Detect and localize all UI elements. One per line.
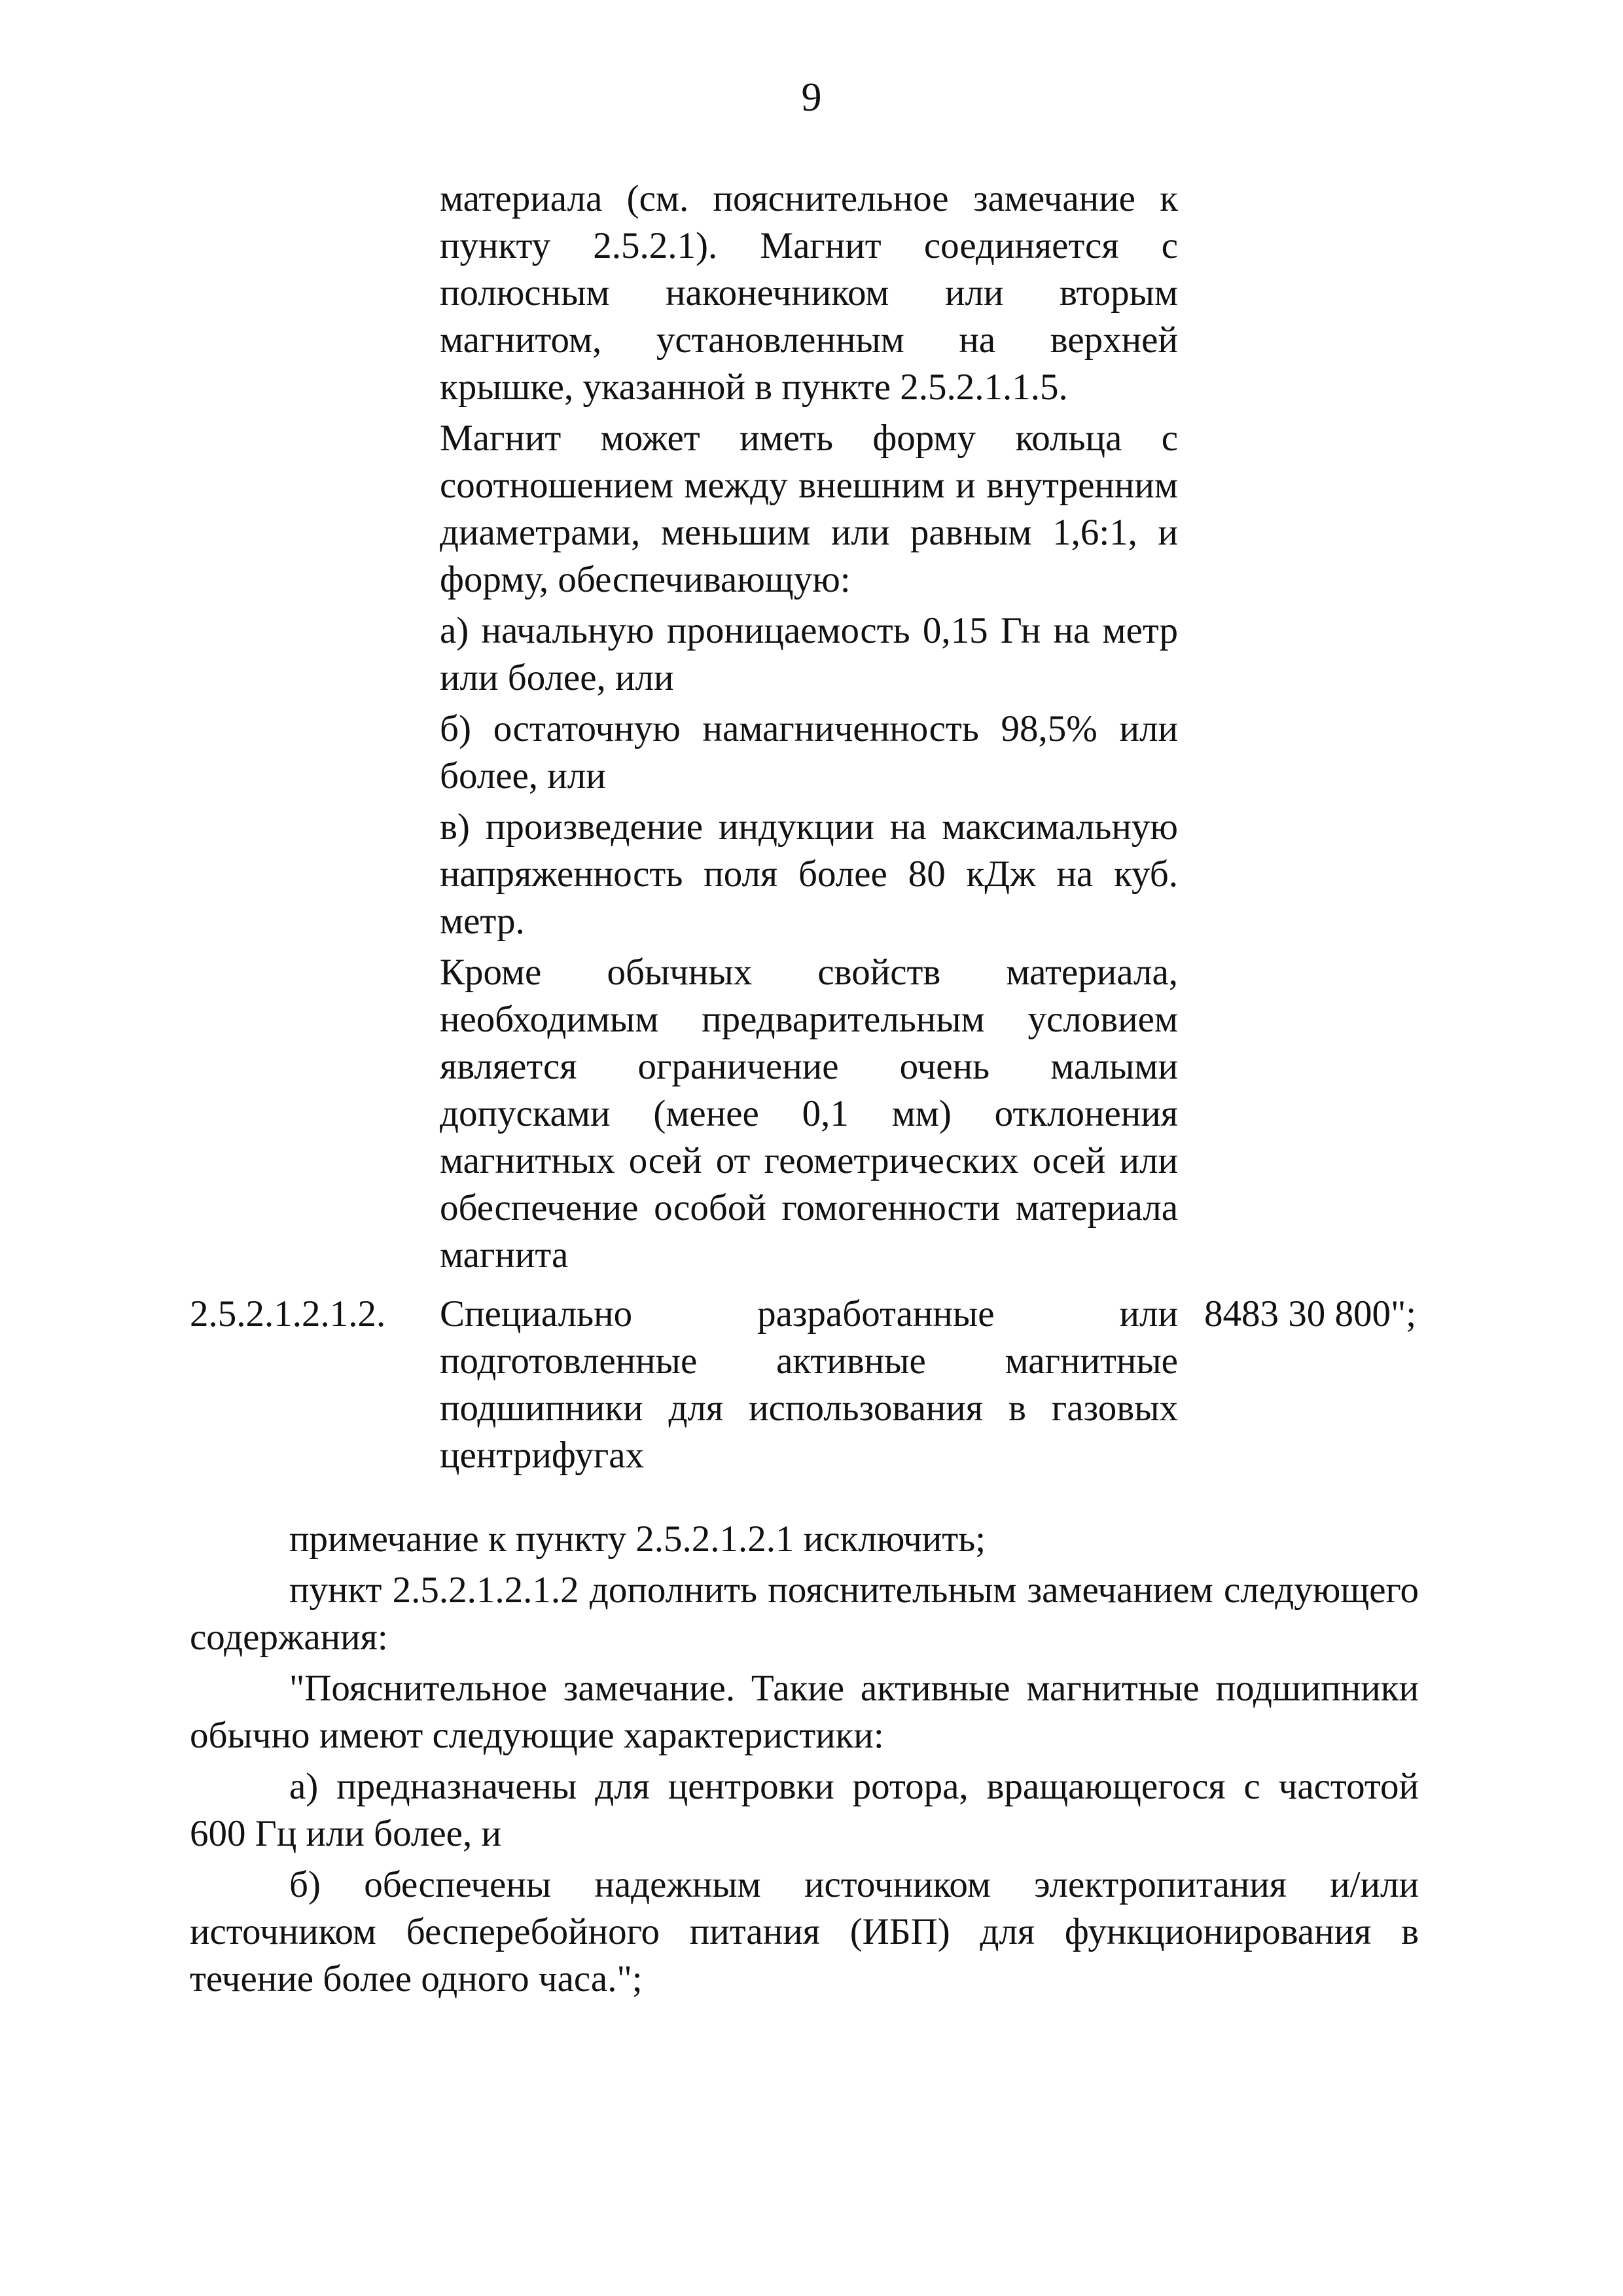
continuation-list-item: а) начальную проницаемость 0,15 Гн на метр или более, или	[440, 610, 1178, 698]
amendment-paragraph: б) обеспечены надежным источником электропитания и/или источником бесперебойного питания (ИБП) для функционирования в течение более одного часа.";	[190, 1864, 1419, 2000]
continuation-list-item: в) произведение индукции на максимальную напряженность поля более 80 кДж на куб. метр.	[440, 806, 1178, 942]
table-row-item-number: 2.5.2.1.2.1.2.	[190, 1293, 386, 1335]
table-row-description-text: Специально разработанные или подготовленные активные магнитные подшипники для использования в газовых центрифугах	[440, 1293, 1178, 1476]
page-number: 9	[801, 75, 822, 120]
amendment-text	[190, 1516, 1419, 2003]
table-row-description	[440, 1291, 1178, 1479]
amendment-paragraph: "Пояснительное замечание. Такие активные магнитные подшипники обычно имеют следующие характеристики:	[190, 1668, 1419, 1756]
amendment-paragraph: а) предназначены для центровки ротора, вращающегося с частотой 600 Гц или более, и	[190, 1766, 1419, 1854]
continuation-list-item: б) остаточную намагниченность 98,5% или более, или	[440, 708, 1178, 797]
table-row-code: 8483 30 800";	[1204, 1293, 1417, 1335]
continuation-paragraph: Кроме обычных свойств материала, необходимым предварительным условием является ограничение очень малыми допусками (менее 0,1 мм) отклонения магнитных осей от геометрических осей или обеспечение особой гомогенности материала магнита	[440, 952, 1178, 1276]
table-continuation-description	[440, 175, 1178, 1279]
amendment-paragraph: пункт 2.5.2.1.2.1.2 дополнить пояснительным замечанием следующего содержания:	[190, 1570, 1419, 1658]
continuation-paragraph: Магнит может иметь форму кольца с соотношением между внешним и внутренним диаметрами, меньшим или равным 1,6:1, и форму, обеспечивающую:	[440, 418, 1178, 600]
amendment-paragraph: примечание к пункту 2.5.2.1.2.1 исключить;	[289, 1518, 986, 1560]
continuation-paragraph: материала (см. пояснительное замечание к пункту 2.5.2.1). Магнит соединяется с полюсным наконечником или вторым магнитом, установленным на верхней крышке, указанной в пункте 2.5.2.1.1.5.	[440, 178, 1178, 408]
